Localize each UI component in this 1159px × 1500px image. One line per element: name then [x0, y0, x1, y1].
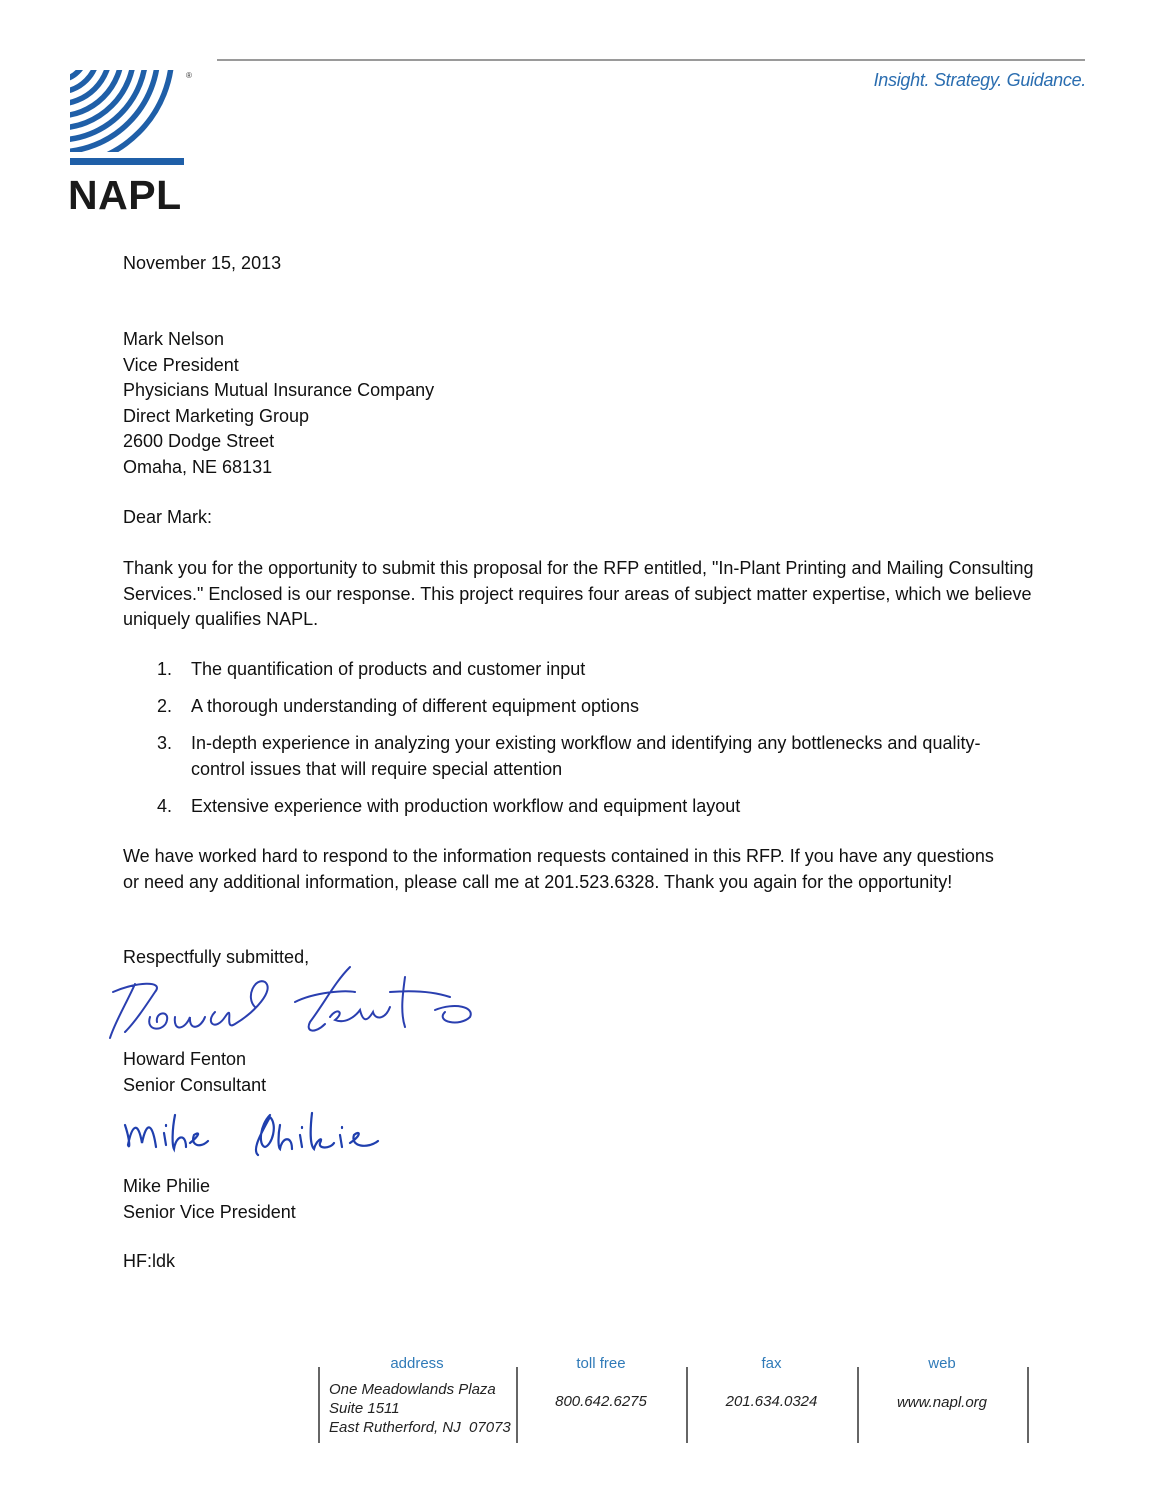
signer-title: Senior Consultant	[123, 1074, 267, 1095]
letter-date: November 15, 2013	[123, 253, 282, 273]
list-text: A thorough understanding of different equipment options	[191, 696, 639, 716]
footer-divider	[318, 1367, 320, 1443]
recipient-line: Mark Nelson	[123, 329, 225, 349]
footer-web-link[interactable]: www.napl.org	[896, 1394, 988, 1411]
list-number: 1.	[157, 659, 173, 679]
list-item	[123, 794, 1003, 820]
napl-logo-icon	[66, 66, 196, 166]
footer-tollfree-value: 800.642.6275	[555, 1393, 647, 1410]
closing: Respectfully submitted,	[123, 947, 310, 967]
address-line: East Rutherford, NJ 07073	[329, 1419, 511, 1436]
list-number: 3.	[157, 733, 173, 753]
recipient-line: Physicians Mutual Insurance Company	[123, 380, 435, 400]
recipient-line: 2600 Dodge Street	[123, 431, 275, 451]
address-line: Suite 1511	[329, 1400, 400, 1417]
footer-tollfree-label: toll free	[576, 1355, 626, 1372]
list-number: 2.	[157, 696, 173, 716]
signer-block	[123, 1174, 296, 1225]
salutation: Dear Mark:	[123, 507, 213, 527]
signer-name: Howard Fenton	[123, 1049, 247, 1069]
list-text: The quantification of products and customer input	[191, 659, 586, 679]
header-rule	[217, 59, 1085, 61]
logo-wordmark: NAPL	[68, 172, 182, 218]
expertise-list	[123, 657, 1003, 831]
signature-mike-philie	[120, 1105, 390, 1160]
signer-title: Senior Vice President	[123, 1201, 296, 1222]
footer-fax	[686, 1355, 857, 1410]
footer-web-label: web	[928, 1355, 956, 1372]
footer-address-label: address	[390, 1355, 444, 1372]
recipient-line: Omaha, NE 68131	[123, 456, 273, 477]
footer-divider	[1027, 1367, 1029, 1443]
list-item	[123, 694, 1003, 720]
svg-text:®: ®	[186, 71, 192, 80]
closing-paragraph: We have worked hard to respond to the information requests contained in this RFP. If you have any questions or need any additional information, please call me at 201.523.6328. Thank you again for the opportunity!	[123, 846, 994, 892]
footer-address-label-col	[318, 1355, 516, 1372]
tagline: Insight. Strategy. Guidance.	[873, 70, 1086, 90]
address-line: One Meadowlands Plaza	[329, 1381, 496, 1398]
list-text: In-depth experience in analyzing your existing workflow and identifying any bottlenecks and quality-control issues that will require special attention	[191, 733, 981, 779]
recipient-line: Vice President	[123, 354, 239, 375]
footer-fax-value: 201.634.0324	[725, 1393, 818, 1410]
signer-block	[123, 1047, 266, 1098]
footer-fax-label: fax	[761, 1355, 782, 1372]
footer-tollfree	[516, 1355, 686, 1410]
signature-howard-fenton	[105, 962, 480, 1044]
list-item	[123, 657, 1003, 683]
initials: HF:ldk	[123, 1251, 176, 1271]
recipient-line: Direct Marketing Group	[123, 405, 310, 426]
list-number: 4.	[157, 795, 173, 816]
intro-paragraph: Thank you for the opportunity to submit this proposal for the RFP entitled, "In-Plant Printing and Mailing Consulting Services." Enclosed is our response. This project requires four areas of subject matter expertise, which we believe uniquely qualifies NAPL.	[123, 558, 1034, 629]
list-item	[123, 731, 1003, 782]
recipient-block	[123, 327, 434, 480]
signer-name: Mike Philie	[123, 1176, 211, 1196]
footer-web	[857, 1355, 1027, 1411]
list-text: Extensive experience with production workflow and equipment layout	[191, 795, 741, 816]
footer-address	[329, 1380, 511, 1437]
